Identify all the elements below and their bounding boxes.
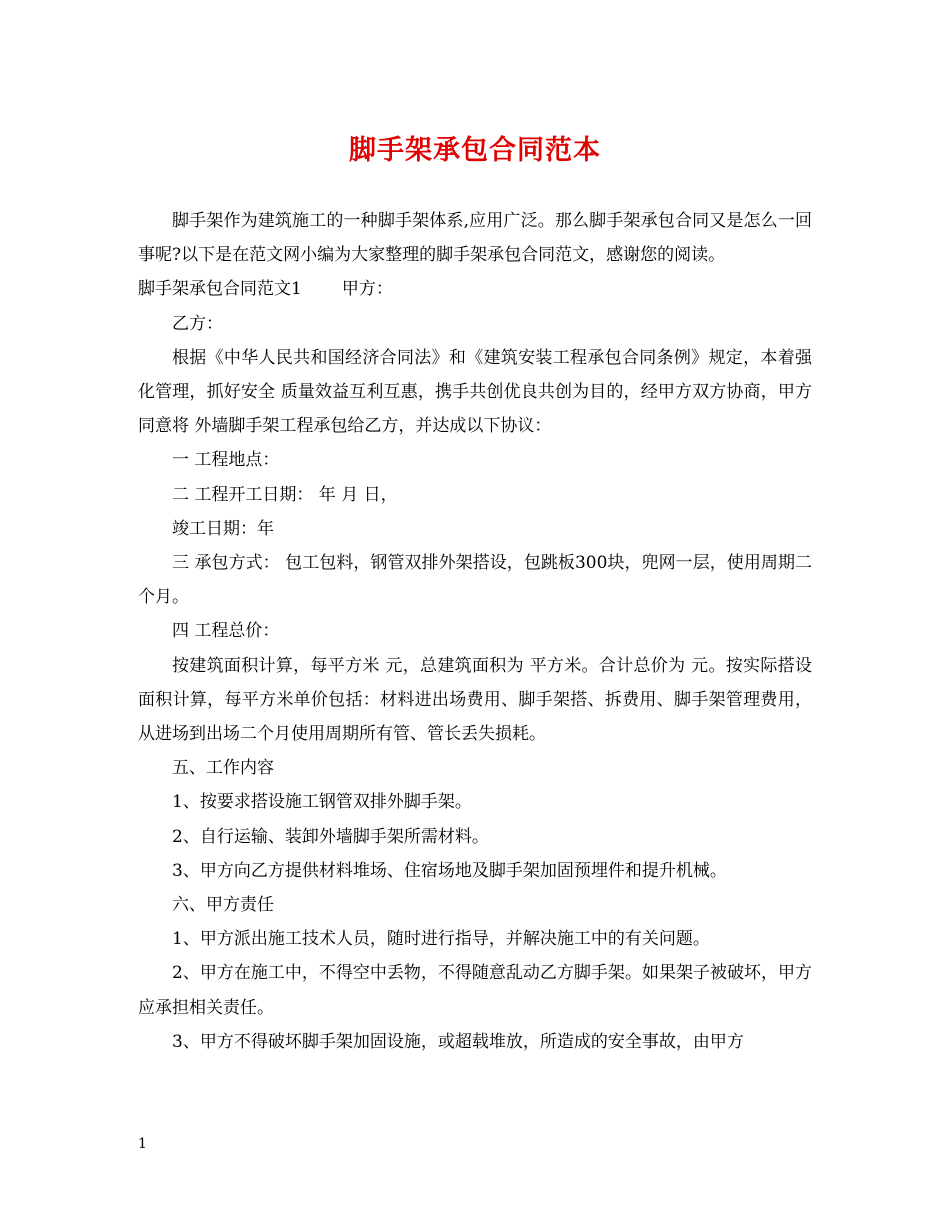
clause-paragraph: 三 承包方式： 包工包料，钢管双排外架搭设，包跳板300块，兜网一层，使用周期二个月。 <box>138 553 812 608</box>
clause-paragraph: 根据《中华人民共和国经济合同法》和《建筑安装工程承包合同条例》规定，本着强化管理，抓好安全 质量效益互利互惠，携手共创优良共创为目的，经甲方双方协商，甲方同意将 外墙脚手架工程承包给乙方，并达成以下协议： <box>138 347 812 437</box>
party-a-label: 甲方： <box>341 279 393 300</box>
clause-paragraph: 一 工程地点： <box>172 450 280 471</box>
document-body <box>138 204 812 1059</box>
clause-paragraph: 1、甲方派出施工技术人员，随时进行指导，并解决施工中的有关问题。 <box>172 929 710 950</box>
clause-paragraph: 3、甲方不得破坏脚手架加固设施，或超载堆放，所造成的安全事故，由甲方 <box>172 1031 744 1052</box>
clause-paragraph: 按建筑面积计算，每平方米 元，总建筑面积为 平方米。合计总价为 元。按实际搭设面积计算，每平方米单价包括：材料进出场费用、脚手架搭、拆费用、脚手架管理费用，从进场到出场二个月使用周期所有管、管长丢失损耗。 <box>138 655 812 745</box>
intro-paragraph: 脚手架作为建筑施工的一种脚手架体系,应用广泛。那么脚手架承包合同又是怎么一回事呢?以下是在范文网小编为大家整理的脚手架承包合同范文，感谢您的阅读。 <box>138 211 812 266</box>
sample-heading-line <box>138 272 812 306</box>
clause-paragraph: 2、甲方在施工中，不得空中丢物，不得随意乱动乙方脚手架。如果架子被破坏，甲方应承担相关责任。 <box>138 963 812 1018</box>
sample-heading: 脚手架承包合同范文1 <box>138 279 302 300</box>
clause-paragraph: 竣工日期：年 <box>172 518 274 539</box>
clause-paragraph: 二 工程开工日期： 年 月 日， <box>172 484 398 505</box>
clause-paragraph: 3、甲方向乙方提供材料堆场、住宿场地及脚手架加固预埋件和提升机械。 <box>172 860 727 881</box>
clause-paragraph: 2、自行运输、装卸外墙脚手架所需材料。 <box>172 826 489 847</box>
page-number: 1 <box>138 1136 147 1152</box>
clause-paragraph: 六、甲方责任 <box>172 895 274 916</box>
clause-paragraph: 四 工程总价： <box>172 621 280 642</box>
document-title: 脚手架承包合同范本 <box>349 135 601 166</box>
clause-paragraph: 五、工作内容 <box>172 758 274 779</box>
party-b-label: 乙方： <box>172 313 223 334</box>
clause-paragraph: 1、按要求搭设施工钢管双排外脚手架。 <box>172 792 472 813</box>
